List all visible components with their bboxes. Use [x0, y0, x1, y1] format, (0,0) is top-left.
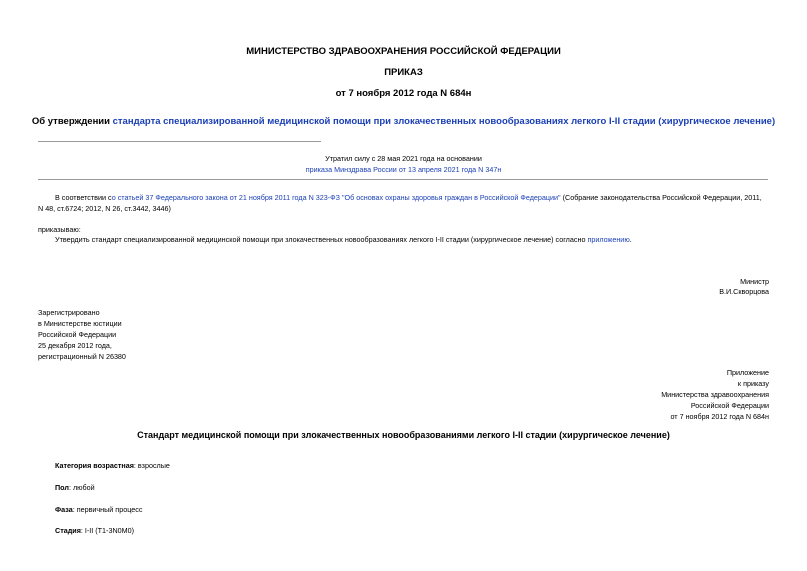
field-value: : взрослые — [133, 461, 170, 470]
field-sex — [55, 482, 95, 493]
registration-block — [38, 307, 126, 362]
appendix-link[interactable]: приложению — [587, 235, 630, 244]
subject-prefix: Об утверждении — [31, 116, 113, 127]
appendix-line: к приказу — [737, 379, 769, 388]
field-phase — [55, 504, 142, 515]
appendix-block — [661, 367, 769, 422]
ministry-heading: МИНИСТЕРСТВО ЗДРАВООХРАНЕНИЯ РОССИЙСКОЙ ФЕДЕРАЦИИ — [246, 46, 561, 57]
appendix-line: от 7 ноября 2012 года N 684н — [670, 412, 769, 421]
field-value: : первичный процесс — [72, 505, 143, 514]
divider-top-short — [38, 141, 321, 142]
field-age-category — [55, 460, 170, 471]
appendix-line: Министерства здравоохранения — [661, 390, 769, 399]
field-label: Стадия — [55, 526, 81, 535]
preamble-line-1 — [55, 192, 771, 203]
subject-standard-link[interactable]: стандарта специализированной медицинской помощи при злокачественных новообразованиях легкого I-II стадии (хирургическое лечение) — [112, 116, 776, 127]
field-label: Категория возрастная — [55, 461, 134, 470]
federal-law-link[interactable]: о статьей 37 Федерального закона от 21 ноября 2011 года N 323-ФЗ "Об основах охраны здоровья граждан в Российской Федерации" — [111, 193, 561, 202]
preamble-suffix: (Собрание законодательства Российской Федерации, 2011, — [560, 193, 762, 202]
field-label: Пол — [55, 483, 69, 492]
registration-line: Российской Федерации — [38, 330, 117, 339]
order-text — [55, 234, 632, 245]
registration-line: в Министерстве юстиции — [38, 319, 122, 328]
appendix-line: Российской Федерации — [690, 401, 769, 410]
order-word: приказываю: — [38, 225, 81, 234]
preamble-line-2: N 48, ст.6724; 2012, N 26, ст.3442, 3446) — [38, 204, 171, 213]
document-type: ПРИКАЗ — [384, 67, 423, 78]
document-date-number: от 7 ноября 2012 года N 684н — [335, 88, 472, 99]
preamble-prefix: В соответствии с — [55, 193, 112, 202]
repeal-notice: Утратил силу с 28 мая 2021 года на основании — [325, 154, 482, 163]
repeal-order-link[interactable]: приказа Минздрава России от 13 апреля 2021 года N 347н — [305, 165, 502, 174]
field-stage — [55, 525, 134, 536]
field-value: : любой — [68, 483, 95, 492]
registration-line: регистрационный N 26380 — [38, 352, 126, 361]
appendix-line: Приложение — [726, 368, 769, 377]
field-value: : I-II (T1-3N0M0) — [80, 526, 135, 535]
field-label: Фаза — [55, 505, 73, 514]
signature-title: Министр — [740, 277, 769, 286]
repeal-order-link-wrap — [0, 164, 807, 175]
signature-name: В.И.Скворцова — [719, 287, 769, 296]
standard-title: Стандарт медицинской помощи при злокачественных новообразованиями легкого I-II стадии (хирургическое лечение) — [137, 430, 670, 440]
order-text-body: Утвердить стандарт специализированной медицинской помощи при злокачественных новообразованиях легкого I-II стадии (хирургическое лечение) согласно — [55, 235, 588, 244]
registration-line: 25 декабря 2012 года, — [38, 341, 112, 350]
document-subject — [0, 116, 807, 127]
registration-line: Зарегистрировано — [38, 308, 100, 317]
divider-full — [38, 179, 768, 180]
order-text-end: . — [629, 235, 632, 244]
